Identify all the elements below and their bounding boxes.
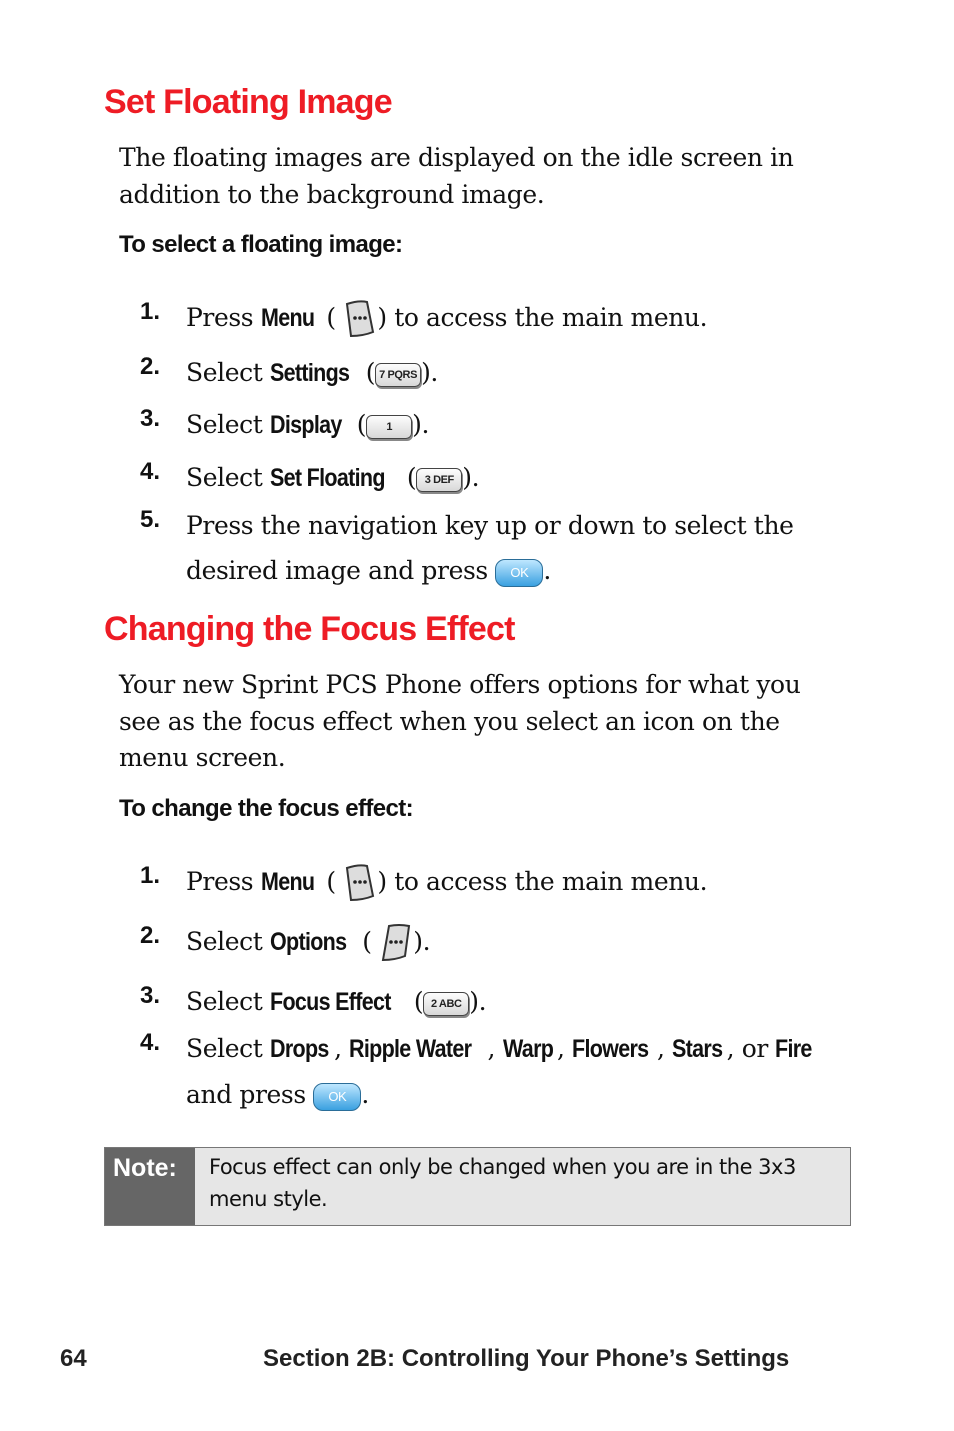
step-number: 1. <box>140 298 161 325</box>
step-text: Press Menu ( ) to access the main menu. <box>186 859 866 905</box>
key-2-icon: 2 ABC <box>423 992 469 1016</box>
ok-key-icon: OK <box>313 1083 361 1111</box>
page-number: 64 <box>60 1345 87 1372</box>
note-text: Focus effect can only be changed when you are in the 3x3 menu style. <box>209 1155 796 1211</box>
section-intro: Your new Sprint PCS Phone offers options for what you see as the focus effect when you select an icon on the menu screen. <box>119 670 801 772</box>
step-text: Press Menu ( ) to access the main menu. <box>186 295 866 341</box>
procedure-subheading: To select a floating image: <box>119 231 403 258</box>
step-number: 5. <box>140 506 161 533</box>
step-number: 3. <box>140 982 161 1009</box>
step-number: 2. <box>140 353 161 380</box>
menu-softkey-icon <box>343 862 377 902</box>
step-text: Select Options ( ). <box>186 919 866 965</box>
section-intro: The floating images are displayed on the idle screen in addition to the background image. <box>119 143 794 209</box>
menu-softkey-icon <box>343 298 377 338</box>
step-number: 2. <box>140 922 161 949</box>
section-title-changing-focus-effect: Changing the Focus Effect <box>104 610 515 648</box>
section-footer: Section 2B: Controlling Your Phone’s Settings <box>263 1345 790 1372</box>
step-text: Select Drops , Ripple Water , Warp , Flowers , Stars , or Fire and press OK . <box>186 1034 813 1109</box>
step-text: Press the navigation key up or down to select the desired image and press OK . <box>186 511 794 585</box>
options-softkey-icon <box>379 922 413 962</box>
procedure-subheading: To change the focus effect: <box>119 795 414 822</box>
step-number: 1. <box>140 862 161 889</box>
step-number: 3. <box>140 405 161 432</box>
key-3-icon: 3 DEF <box>416 468 462 492</box>
note-box <box>104 1147 851 1226</box>
ok-key-icon: OK <box>495 559 543 587</box>
key-1-icon: 1 <box>366 415 412 439</box>
step-text: Select Focus Effect ( 2 ABC ). <box>186 987 487 1016</box>
section-title-set-floating-image: Set Floating Image <box>104 83 392 121</box>
step-number: 4. <box>140 1029 161 1056</box>
step-number: 4. <box>140 458 161 485</box>
step-text: Select Settings ( 7 PQRS ). <box>186 358 438 387</box>
step-text: Select Display ( 1 ). <box>186 410 430 439</box>
step-text: Select Set Floating ( 3 DEF ). <box>186 463 480 492</box>
note-label: Note: <box>105 1148 195 1225</box>
key-7-icon: 7 PQRS <box>375 363 421 387</box>
